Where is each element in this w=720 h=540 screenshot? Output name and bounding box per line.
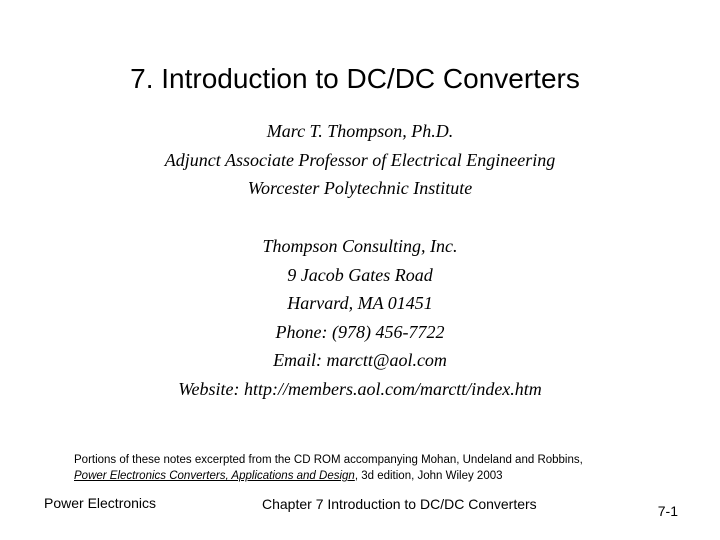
footer-course: Power Electronics bbox=[44, 495, 157, 511]
author-name: Marc T. Thompson, Ph.D. bbox=[266, 121, 454, 141]
slide-title: 7. Introduction to DC/DC Converters bbox=[130, 63, 580, 94]
credits-line-1: Portions of these notes excerpted from the CD ROM accompanying Mohan, Undeland and Robbins, bbox=[74, 454, 583, 466]
book-title: Power Electronics Converters, Applications and Design bbox=[74, 470, 355, 482]
street-address: 9 Jacob Gates Road bbox=[287, 264, 433, 285]
footer-page-number: 7-1 bbox=[657, 503, 678, 519]
email-address: Email: marctt@aol.com bbox=[273, 350, 447, 370]
phone-number: Phone: (978) 456-7722 bbox=[275, 321, 445, 342]
city-address: Harvard, MA 01451 bbox=[287, 293, 433, 313]
footer-chapter: Chapter 7 Introduction to DC/DC Converters bbox=[262, 496, 537, 512]
book-edition: , 3d edition, John Wiley 2003 bbox=[354, 470, 503, 482]
credits-line-2 bbox=[74, 468, 714, 484]
company-name: Thompson Consulting, Inc. bbox=[262, 236, 458, 256]
author-institution: Worcester Polytechnic Institute bbox=[247, 178, 473, 198]
website-url: Website: http://members.aol.com/marctt/index.htm bbox=[178, 378, 542, 399]
contact-block bbox=[0, 232, 720, 403]
credits-note bbox=[74, 452, 714, 484]
author-position: Adjunct Associate Professor of Electrical Engineering bbox=[164, 149, 556, 170]
author-block bbox=[0, 117, 720, 203]
